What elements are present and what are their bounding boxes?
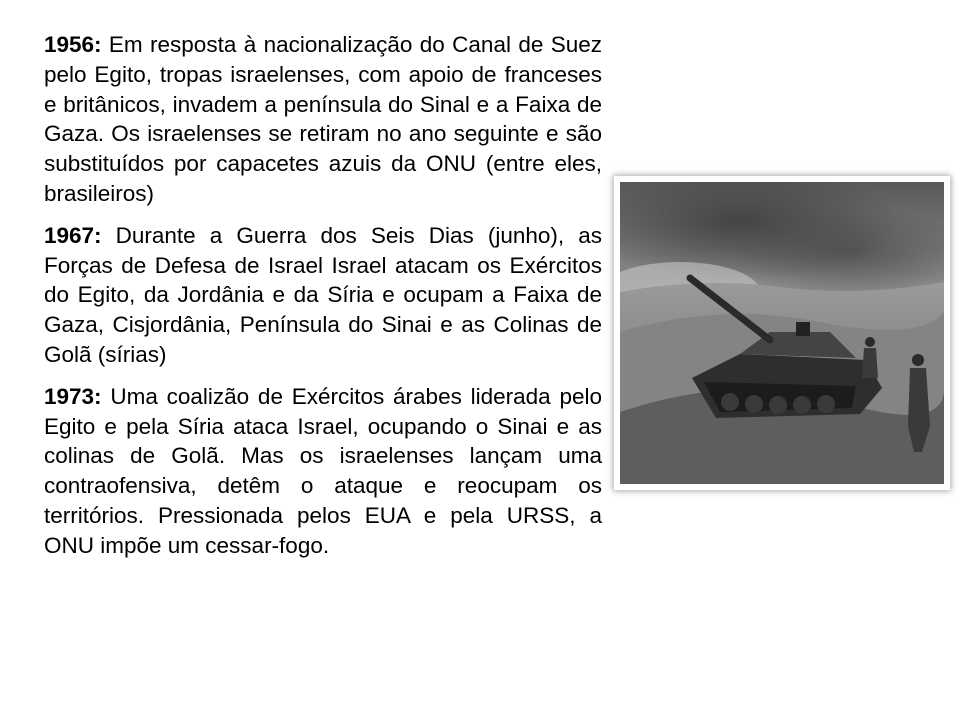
entry-text: Em resposta à nacionalização do Canal de Suez pelo Egito, tropas israelenses, com apoio de franceses e britânicos, invadem a península do Sinal e a Faixa de Gaza. Os israelenses se retiram no ano seguinte e são substituídos por capacetes azuis da ONU (entre eles, brasileiros) bbox=[44, 32, 602, 206]
year-label: 1973: bbox=[44, 383, 102, 409]
photo-frame bbox=[614, 176, 950, 490]
entry-1973 bbox=[44, 382, 602, 561]
entry-text: Uma coalizão de Exércitos árabes liderada pelo Egito e pela Síria ataca Israel, ocupando o Sinai e as colinas de Golã. Mas os israelenses lançam uma contraofensiva, detêm o ataque e reocupam os territórios. Pressionada pelos EUA e pela URSS, a ONU impõe um cessar-fogo. bbox=[44, 383, 602, 558]
entry-text: Durante a Guerra dos Seis Dias (junho), as Forças de Defesa de Israel Israel atacam os Exércitos do Egito, da Jordânia e da Síria e ocupam a Faixa de Gaza, Cisjordânia, Península do Sinai e as Colinas de Golã (sírias) bbox=[44, 222, 602, 367]
year-label: 1956: bbox=[44, 32, 102, 57]
entry-1967 bbox=[44, 221, 602, 370]
year-label: 1967: bbox=[44, 222, 102, 248]
text-column bbox=[44, 30, 602, 573]
tank-photo bbox=[620, 182, 944, 484]
entry-1956 bbox=[44, 30, 602, 209]
